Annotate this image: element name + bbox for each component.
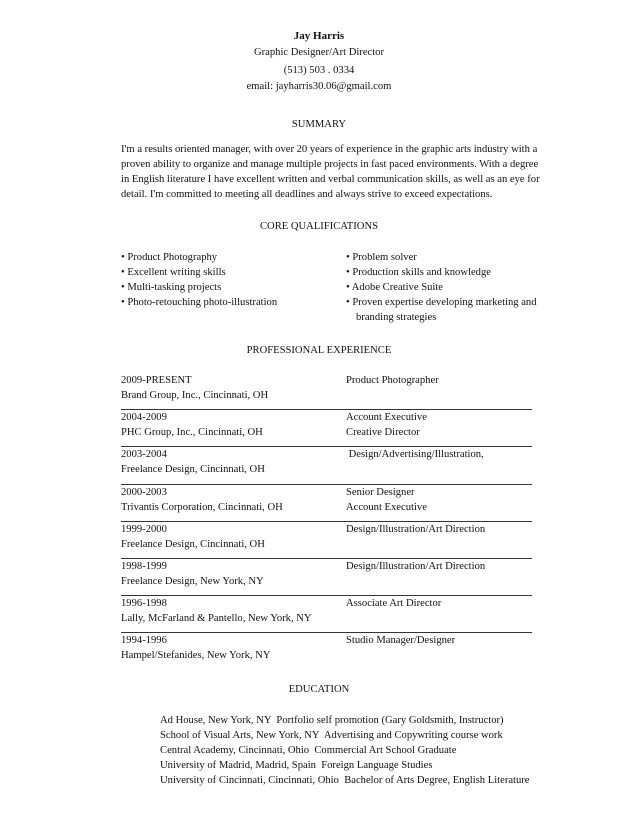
job-entry — [121, 447, 532, 484]
education-item: University of Madrid, Madrid, Spain Foreign Language Studies — [160, 760, 433, 771]
job-role-secondary — [346, 462, 484, 477]
job-years: 1999-2000 — [121, 523, 167, 535]
job-entry — [121, 485, 532, 522]
job-years: 1994-1996 — [121, 635, 167, 647]
qualifications-left-column — [121, 250, 277, 310]
job-company: Trivantis Corporation, Cincinnati, OH — [121, 501, 283, 513]
resume-header — [0, 29, 638, 95]
qualification-item: • Production skills and knowledge — [346, 267, 491, 278]
qualification-item: • Product Photography — [121, 252, 218, 263]
job-role-secondary: Account Executive — [346, 501, 427, 513]
job-role: Account Executive — [346, 412, 427, 424]
job-role-secondary — [346, 388, 439, 403]
phone-number: (513) 503 . 0334 — [283, 65, 355, 76]
job-company: Freelance Design, Cincinnati, OH — [121, 538, 265, 550]
job-entry — [121, 633, 532, 670]
job-role: Design/Illustration/Art Direction — [346, 523, 486, 535]
job-entry — [121, 559, 532, 596]
job-entry — [121, 410, 532, 447]
job-role: Product Photographer — [346, 375, 439, 386]
job-company: Freelance Design, Cincinnati, OH — [121, 464, 265, 476]
job-years: 1998-1999 — [121, 560, 167, 572]
qualifications-right-column — [346, 250, 537, 325]
job-company: Brand Group, Inc., Cincinnati, OH — [121, 390, 269, 401]
job-entry — [121, 522, 532, 559]
qualification-item: • Photo-retouching photo-illustration — [121, 297, 278, 308]
summary-heading: SUMMARY — [291, 119, 347, 130]
experience-heading: PROFESSIONAL EXPERIENCE — [246, 345, 392, 356]
job-role: Design/Advertising/Illustration, — [346, 449, 484, 461]
education-item: Central Academy, Cincinnati, Ohio Commercial Art School Graduate — [160, 745, 457, 756]
education-heading: EDUCATION — [288, 684, 350, 695]
job-role-secondary — [346, 574, 485, 589]
job-entry — [121, 373, 532, 410]
email-address: email: jayharris30.06@gmail.com — [246, 81, 392, 92]
job-years: 2009-PRESENT — [121, 375, 192, 386]
job-company: Lally, McFarland & Pantello, New York, NY — [121, 613, 312, 625]
job-role-secondary — [346, 648, 455, 663]
job-entry — [121, 596, 532, 633]
job-years: 2003-2004 — [121, 449, 167, 461]
job-company: Hampel/Stefanides, New York, NY — [121, 650, 271, 662]
job-years: 2004-2009 — [121, 412, 167, 424]
job-role-secondary — [346, 537, 485, 552]
job-role: Design/Illustration/Art Direction — [346, 560, 486, 572]
job-role: Senior Designer — [346, 486, 415, 498]
qualifications-heading: CORE QUALIFICATIONS — [259, 221, 378, 232]
job-role-secondary: Creative Director — [346, 427, 420, 439]
job-company: Freelance Design, New York, NY — [121, 575, 264, 587]
job-years: 2000-2003 — [121, 486, 167, 498]
job-role-secondary — [346, 611, 441, 626]
job-role: Studio Manager/Designer — [346, 635, 456, 647]
person-title: Graphic Designer/Art Director — [253, 47, 385, 58]
summary-text: I'm a results oriented manager, with over 20 years of experience in the graphic arts industry with a proven ability to organize and manage multiple projects in fast paced environments. With a degree in English literature I have excellent written and verbal communication skills, as well as an eye for detail. I'm committed to meeting all deadlines and always strive to exceed expectations. — [121, 144, 540, 200]
experience-list — [121, 373, 532, 671]
job-years: 1996-1998 — [121, 598, 167, 610]
qualification-item: • Problem solver — [346, 252, 417, 263]
qualification-item: • Proven expertise developing marketing and — [346, 297, 537, 308]
education-item: School of Visual Arts, New York, NY Advertising and Copywriting course work — [160, 730, 503, 741]
education-item: Ad House, New York, NY Portfolio self promotion (Gary Goldsmith, Instructor) — [160, 715, 504, 726]
person-name: Jay Harris — [293, 30, 345, 42]
qualification-item: • Adobe Creative Suite — [346, 282, 443, 293]
qualification-item: • Multi-tasking projects — [121, 282, 222, 293]
education-item: University of Cincinnati, Cincinnati, Ohio Bachelor of Arts Degree, English Literature — [160, 775, 530, 786]
qualification-item: • Excellent writing skills — [121, 267, 226, 278]
qualification-item-continuation: branding strategies — [356, 312, 437, 323]
summary-section — [121, 142, 541, 202]
job-company: PHC Group, Inc., Cincinnati, OH — [121, 427, 263, 439]
job-role: Associate Art Director — [346, 598, 442, 610]
education-list — [160, 713, 560, 788]
